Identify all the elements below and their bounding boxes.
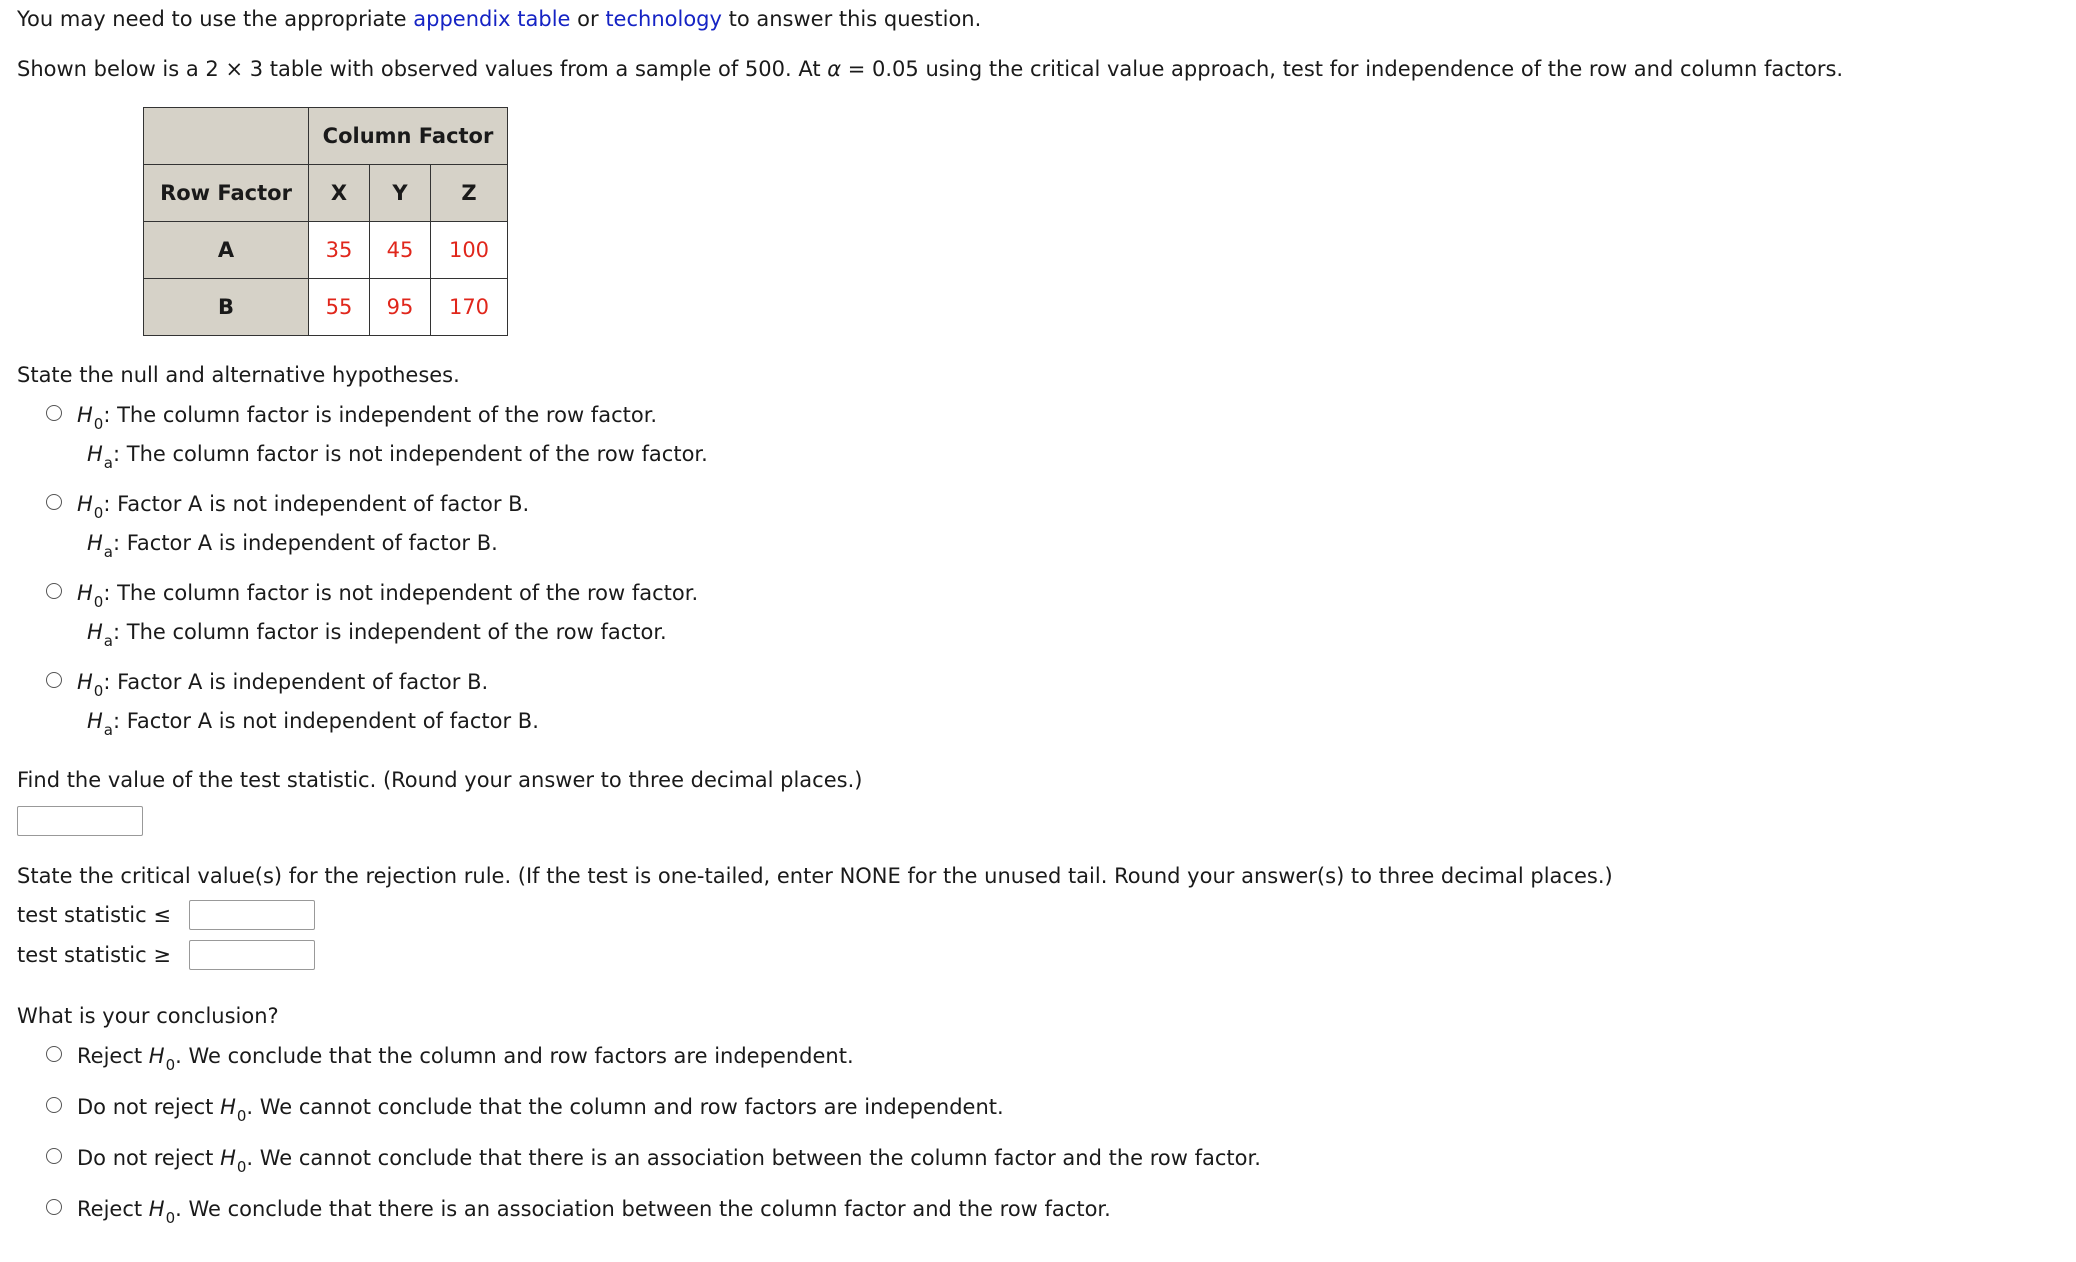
conclusion-option-4-radio[interactable] — [46, 1199, 62, 1215]
conclusion-option-2-radio[interactable] — [46, 1097, 62, 1113]
row-header-b: B — [144, 279, 309, 336]
hypothesis-option-1-radio[interactable] — [46, 405, 62, 421]
appendix-table-link[interactable]: appendix table — [413, 7, 571, 31]
h-symbol: H — [77, 581, 93, 605]
table-cell: 100 — [431, 222, 508, 279]
null-text: : The column factor is independent of the row factor. — [103, 403, 658, 427]
h-symbol: H — [77, 492, 93, 516]
hypothesis-option-3-alt — [87, 620, 667, 650]
conclusion-text: . We cannot conclude that the column and row factors are independent. — [246, 1095, 1004, 1119]
h-symbol: H — [77, 403, 93, 427]
subscript-0: 0 — [93, 504, 104, 522]
h-symbol: H — [148, 1044, 165, 1068]
hypothesis-option-2-alt — [87, 531, 498, 561]
h-symbol: H — [148, 1197, 165, 1221]
h-symbol: H — [87, 442, 103, 466]
hypothesis-option-3-radio[interactable] — [46, 583, 62, 599]
lower-critical-input[interactable] — [189, 900, 315, 930]
h-symbol: H — [87, 620, 103, 644]
upper-critical-label: test statistic ≥ — [17, 943, 171, 967]
h-symbol: H — [87, 709, 103, 733]
conclusion-prompt: What is your conclusion? — [17, 1004, 279, 1028]
upper-critical-input[interactable] — [189, 940, 315, 970]
conclusion-option-2[interactable] — [77, 1095, 1004, 1125]
conclusion-option-1-radio[interactable] — [46, 1046, 62, 1062]
subscript-a: a — [103, 721, 113, 739]
row-header-a: A — [144, 222, 309, 279]
hypothesis-option-1-alt — [87, 442, 708, 472]
subscript-0: 0 — [236, 1107, 247, 1125]
hypothesis-option-1-null[interactable] — [77, 403, 658, 433]
critical-value-prompt: State the critical value(s) for the rejection rule. (If the test is one-tailed, enter NONE for the unused tail. Round your answer(s) to three decimal places.) — [17, 864, 1613, 888]
table-corner-cell — [144, 108, 309, 165]
problem-text: = 0.05 using the critical value approach, test for independence of the row and column factors. — [841, 57, 1844, 81]
h-symbol: H — [87, 531, 103, 555]
problem-statement — [17, 57, 1843, 81]
subscript-0: 0 — [165, 1056, 176, 1074]
h-symbol: H — [220, 1146, 236, 1170]
alt-text: : Factor A is not independent of factor B. — [113, 709, 539, 733]
null-text: : The column factor is not independent of the row factor. — [103, 581, 699, 605]
test-statistic-input[interactable] — [17, 806, 143, 836]
conclusion-text: . We conclude that the column and row factors are independent. — [175, 1044, 854, 1068]
null-text: : Factor A is independent of factor B. — [103, 670, 489, 694]
h-symbol: H — [77, 670, 93, 694]
hypothesis-option-2-null[interactable] — [77, 492, 530, 522]
technology-link[interactable]: technology — [605, 7, 722, 31]
conclusion-text: . We cannot conclude that there is an association between the column factor and the row factor. — [246, 1146, 1261, 1170]
column-header-x: X — [309, 165, 370, 222]
table-cell: 95 — [370, 279, 431, 336]
column-factor-header: Column Factor — [309, 108, 508, 165]
subscript-0: 0 — [236, 1158, 247, 1176]
conclusion-text: Reject — [77, 1197, 149, 1221]
column-header-z: Z — [431, 165, 508, 222]
subscript-a: a — [103, 543, 113, 561]
test-statistic-prompt: Find the value of the test statistic. (Round your answer to three decimal places.) — [17, 768, 863, 792]
table-cell: 35 — [309, 222, 370, 279]
conclusion-option-3-radio[interactable] — [46, 1148, 62, 1164]
conclusion-text: Reject — [77, 1044, 149, 1068]
hypothesis-option-4-radio[interactable] — [46, 672, 62, 688]
lower-critical-label: test statistic ≤ — [17, 903, 171, 927]
intro-text: You may need to use the appropriate — [17, 7, 414, 31]
conclusion-option-3[interactable] — [77, 1146, 1261, 1176]
column-header-y: Y — [370, 165, 431, 222]
conclusion-option-4[interactable] — [77, 1197, 1111, 1227]
conclusion-text: Do not reject — [77, 1146, 221, 1170]
alt-text: : Factor A is independent of factor B. — [113, 531, 498, 555]
table-cell: 55 — [309, 279, 370, 336]
subscript-0: 0 — [93, 682, 104, 700]
problem-text: Shown below is a 2 × 3 table with observed values from a sample of 500. At — [17, 57, 828, 81]
subscript-0: 0 — [93, 415, 104, 433]
alt-text: : The column factor is independent of the row factor. — [113, 620, 667, 644]
subscript-a: a — [103, 454, 113, 472]
intro-text: or — [570, 7, 606, 31]
hypothesis-option-2-radio[interactable] — [46, 494, 62, 510]
table-cell: 170 — [431, 279, 508, 336]
alpha-symbol: α — [827, 57, 842, 81]
conclusion-text: Do not reject — [77, 1095, 221, 1119]
hypothesis-option-3-null[interactable] — [77, 581, 699, 611]
intro-text: to answer this question. — [721, 7, 982, 31]
observed-values-table — [143, 107, 508, 336]
subscript-0: 0 — [165, 1209, 176, 1227]
conclusion-text: . We conclude that there is an association between the column factor and the row factor. — [175, 1197, 1111, 1221]
conclusion-option-1[interactable] — [77, 1044, 854, 1074]
hypotheses-prompt: State the null and alternative hypotheses. — [17, 363, 460, 387]
h-symbol: H — [220, 1095, 236, 1119]
hypothesis-option-4-null[interactable] — [77, 670, 489, 700]
intro-line-1 — [17, 7, 981, 31]
subscript-0: 0 — [93, 593, 104, 611]
subscript-a: a — [103, 632, 113, 650]
table-cell: 45 — [370, 222, 431, 279]
alt-text: : The column factor is not independent of the row factor. — [113, 442, 708, 466]
row-factor-header: Row Factor — [144, 165, 309, 222]
null-text: : Factor A is not independent of factor B. — [103, 492, 530, 516]
hypothesis-option-4-alt — [87, 709, 539, 739]
